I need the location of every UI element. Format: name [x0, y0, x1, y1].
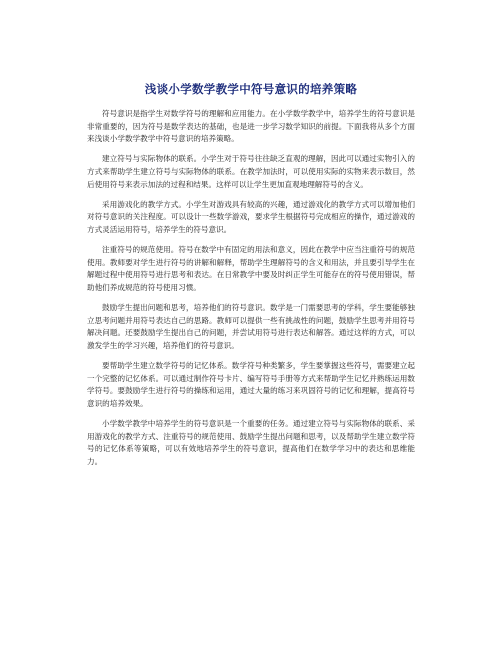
document-body	[87, 108, 415, 476]
paragraph-6: 要帮助学生建立数学符号的记忆体系。数学符号种类繁多，学生要掌握这些符号，需要建立起一个完整的记忆体系。可以通过制作符号卡片、编写符号手册等方式来帮助学生记忆并熟练运用数学符号。要鼓励学生进行符号的操练和运用，通过大量的练习来巩固符号的记忆和理解，提高符号意识的培养效果。	[87, 361, 415, 408]
paragraph-5: 鼓励学生提出问题和思考，培养他们的符号意识。数学是一门需要思考的学科，学生要能够独立思考问题并用符号表达自己的思路。教师可以提供一些有挑战性的问题，鼓励学生思考并用符号解决问题。还要鼓励学生提出自己的问题，并尝试用符号进行表达和解答。通过这样的方式，可以激发学生的学习兴趣，培养他们的符号意识。	[87, 303, 415, 350]
paragraph-7: 小学数学教学中培养学生的符号意识是一个重要的任务。通过建立符号与实际物体的联系、采用游戏化的教学方式、注重符号的规范使用、鼓励学生提出问题和思考，以及帮助学生建立数学符号的记忆体系等策略，可以有效地培养学生的符号意识，提高他们在数学学习中的表达和思维能力。	[87, 419, 415, 466]
paragraph-4: 注重符号的规范使用。符号在数学中有固定的用法和意义，因此在教学中应当注重符号的规范使用。教师要对学生进行符号的讲解和解释，帮助学生理解符号的含义和用法，并且要引导学生在解题过程中使用符号进行思考和表达。在日常教学中要及时纠正学生可能存在的符号使用错误，帮助他们养成规范的符号使用习惯。	[87, 245, 415, 292]
paragraph-1: 符号意识是指学生对数学符号的理解和应用能力。在小学数学教学中，培养学生的符号意识是非常重要的，因为符号是数学表达的基础，也是进一步学习数学知识的前提。下面我将从多个方面来浅谈小学数学教学中符号意识的培养策略。	[87, 109, 415, 144]
document-title: 浅谈小学数学教学中符号意识的培养策略	[144, 82, 358, 96]
paragraph-3: 采用游戏化的教学方式。小学生对游戏具有较高的兴趣，通过游戏化的教学方式可以增加他们对符号意识的关注程度。可以设计一些数学游戏，要求学生根据符号完成相应的操作，通过游戏的方式灵活运用符号，培养学生的符号意识。	[87, 199, 415, 234]
paragraph-2: 建立符号与实际物体的联系。小学生对于符号往往缺乏直观的理解，因此可以通过实物引入的方式来帮助学生建立符号与实际物体的联系。在教学加法时，可以使用实际的实物来表示数目，然后使用符号来表示加法的过程和结果。这样可以让学生更加直观地理解符号的含义。	[87, 154, 415, 189]
